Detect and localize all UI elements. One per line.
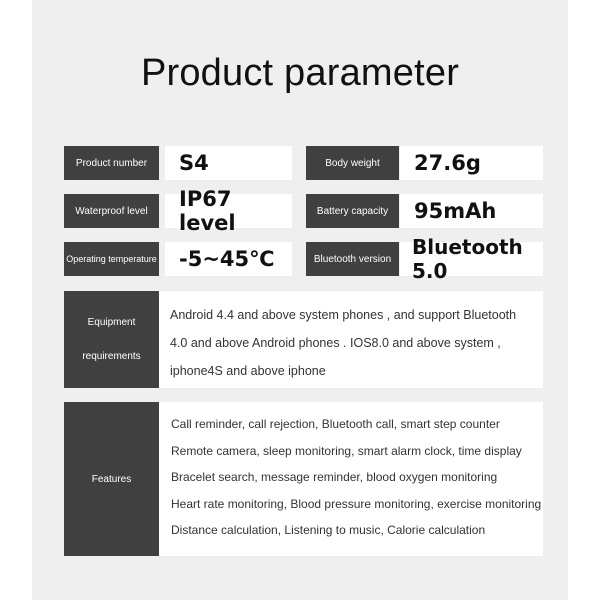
product-number-value: S4 — [165, 146, 292, 180]
bluetooth-version-value: Bluetooth 5.0 — [400, 242, 543, 276]
equipment-requirements-text: Android 4.4 and above system phones , and support Bluetooth 4.0 and above Android phones . IOS8.0 and above system , iphone4S and above iphone — [159, 291, 543, 388]
features-label: Features — [64, 402, 159, 556]
feature-item: Call reminder, call rejection, Bluetooth call, smart step counter — [171, 417, 500, 431]
operating-temperature-label: Operating temperature — [64, 242, 159, 276]
battery-capacity-value: 95mAh — [400, 194, 543, 228]
waterproof-level-value: IP67 level — [165, 194, 292, 228]
equipment-requirements-label — [64, 291, 159, 388]
page-title: Product parameter — [140, 52, 460, 94]
equipment-label-line1: Equipment — [87, 316, 136, 328]
product-number-label: Product number — [64, 146, 159, 180]
feature-item: Distance calculation, Listening to music, Calorie calculation — [171, 523, 486, 537]
operating-temperature-value: -5~45℃ — [165, 242, 292, 276]
body-weight-value: 27.6g — [400, 146, 543, 180]
equipment-label-line2: requirements — [82, 350, 141, 362]
feature-item: Remote camera, sleep monitoring, smart alarm clock, time display — [171, 443, 522, 458]
body-weight-label: Body weight — [306, 146, 399, 180]
battery-capacity-label: Battery capacity — [306, 194, 399, 228]
features-list — [159, 402, 543, 556]
waterproof-level-label: Waterproof level — [64, 194, 159, 228]
feature-item: Bracelet search, message reminder, blood oxygen monitoring — [171, 470, 498, 484]
feature-item: Heart rate monitoring, Blood pressure monitoring, exercise monitoring — [171, 496, 542, 511]
bluetooth-version-label: Bluetooth version — [306, 242, 399, 276]
